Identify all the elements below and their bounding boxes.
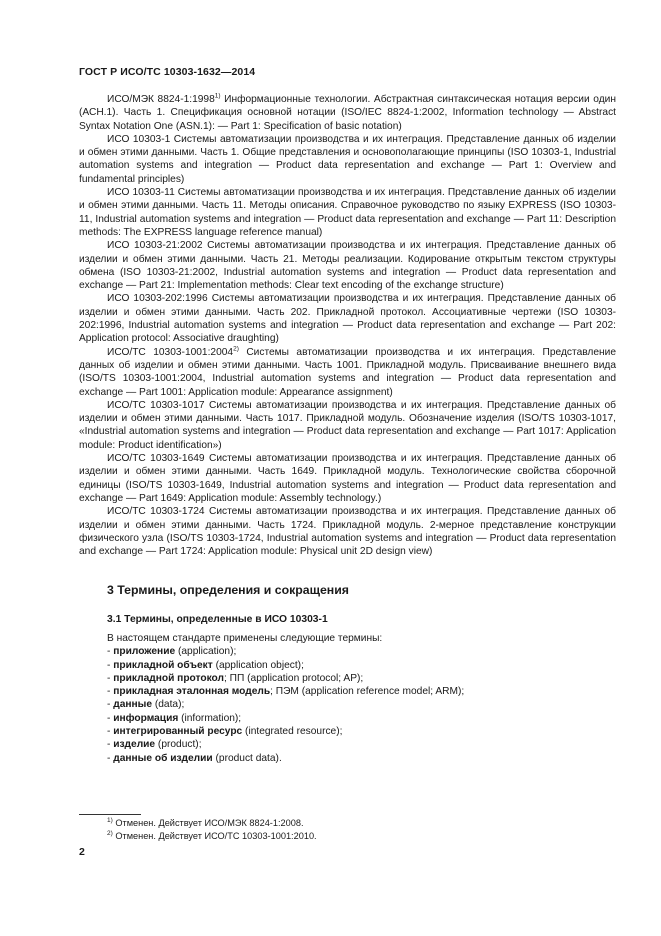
reference-item: ИСО/ТС 10303-1001:2004$^{2)}$ Системы автоматизации производства и их интеграция. Представление данных об изделии и обмен этими данными. Часть 1001. Прикладной модуль. Присваивание внешнего вида (ISO/TS 10303-1001:2004, Industrial automation systems and integration — Product data representation and exchange — Part 1001: Application module: Appearance assignment) xyxy=(79,345,616,398)
page-number: 2 xyxy=(79,846,85,858)
term-item: - прикладная эталонная модель; ПЭМ (application reference model; ARM); xyxy=(107,686,465,698)
reference-item: ИСО/ТС 10303-1649 Системы автоматизации производства и их интеграция. Представление данных об изделии и обмен этими данными. Часть 1649. Прикладной модуль. Технологические свойства сборочной единицы (ISO/TS 10303-1649, Industrial automation systems and integration — Product data representation and exchange — Part 1649: Application module: Assembly technology.) xyxy=(79,453,616,504)
subsection-title: 3.1 Термины, определенные в ИСО 10303-1 xyxy=(107,614,328,625)
term-item: - данные (data); xyxy=(107,699,185,711)
reference-item: ИСО/ТС 10303-1724 Системы автоматизации производства и их интеграция. Представление данных об изделии и обмен этими данными. Часть 1724. Прикладной модуль. 2-мерное представление конструкции физического узла (ISO/TS 10303-1724, Industrial automation systems and integration — Product data representation and exchange — Part 1724: Application module: Physical unit 2D design view) xyxy=(79,506,616,558)
term-item: - прикладной протокол; ПП (application protocol; AP); xyxy=(107,672,364,684)
term-item: - приложение (application); xyxy=(107,646,237,658)
reference-item: ИСО 10303-11 Системы автоматизации производства и их интеграция. Представление данных об изделии и обмен этими данными. Часть 11. Методы описания. Справочное руководство по языку EXPRESS (ISO 10303-11, Industrial automation systems and integration — Product data representation and exchange — Part 11: Description methods: The EXPRESS language reference manual) xyxy=(79,187,616,238)
normative-references xyxy=(79,93,616,558)
reference-item: ИСО 10303-1 Системы автоматизации производства и их интеграция. Представление данных об изделии и обмен этими данными. Часть 1. Общие представления и основополагающие принципы (ISO 10303-1, Industrial automation systems and integration — Product data representation and exchange — Part 1: Overview and fundamental principles) xyxy=(79,133,616,185)
terms-intro: В настоящем стандарте применены следующие термины: xyxy=(107,633,383,644)
footnotes xyxy=(107,817,317,842)
term-item: - данные об изделии (product data). xyxy=(107,752,282,764)
footnote: $^{2)}$ Отменен. Действует ИСО/ТС 10303-1001:2010. xyxy=(107,829,317,841)
reference-item: ИСО/МЭК 8824-1:1998$^{1)}$ Информационные технологии. Абстрактная синтаксическая нотация версии один (АСН.1). Часть 1. Спецификация основной нотации (ISO/IEC 8824-1:2002, Information technology — Abstract Syntax Notation One (ASN.1): — Part 1: Specification of basic notation) xyxy=(79,92,616,132)
running-header: ГОСТ Р ИСО/ТС 10303-1632—2014 xyxy=(79,66,256,78)
reference-item: ИСО 10303-202:1996 Системы автоматизации производства и их интеграция. Представление данных об изделии и обмен этими данными. Часть 202. Прикладной протокол. Ассоциативные чертежи (ISO 10303-202:1996, Industrial automation systems and integration — Product data representation and exchange — Part 202: Application protocol: Associative draughting) xyxy=(79,293,616,345)
term-item: - прикладной объект (application object); xyxy=(107,659,304,671)
footnote-divider xyxy=(79,814,141,815)
footnote: $^{1)}$ Отменен. Действует ИСО/МЭК 8824-1:2008. xyxy=(107,816,304,828)
term-item: - информация (information); xyxy=(107,712,242,724)
section-title: 3 Термины, определения и сокращения xyxy=(107,583,349,597)
reference-item: ИСО 10303-21:2002 Системы автоматизации производства и их интеграция. Представление данных об изделии и обмен этими данными. Часть 21. Методы реализации. Кодирование открытым текстом структуры обмена (ISO 10303-21:2002, Industrial automation systems and integration — Product data representation and exchange — Part 21: Implementation methods: Clear text encoding of the exchange structure) xyxy=(79,240,616,292)
term-item: - интегрированный ресурс (integrated resource); xyxy=(107,726,343,738)
terms-list xyxy=(107,632,617,765)
term-item: - изделие (product); xyxy=(107,739,202,751)
reference-item: ИСО/ТС 10303-1017 Системы автоматизации производства и их интеграция. Представление данных об изделии и обмен этими данными. Часть 1017. Прикладной модуль. Обозначение изделия (ISO/TS 10303-1017, «Industrial automation systems and integration — Product data representation and exchange — Part 1017: Application module: Product identification») xyxy=(79,399,616,451)
footnote-marker: 1) xyxy=(214,92,221,100)
footnote-marker: 2) xyxy=(233,345,239,353)
